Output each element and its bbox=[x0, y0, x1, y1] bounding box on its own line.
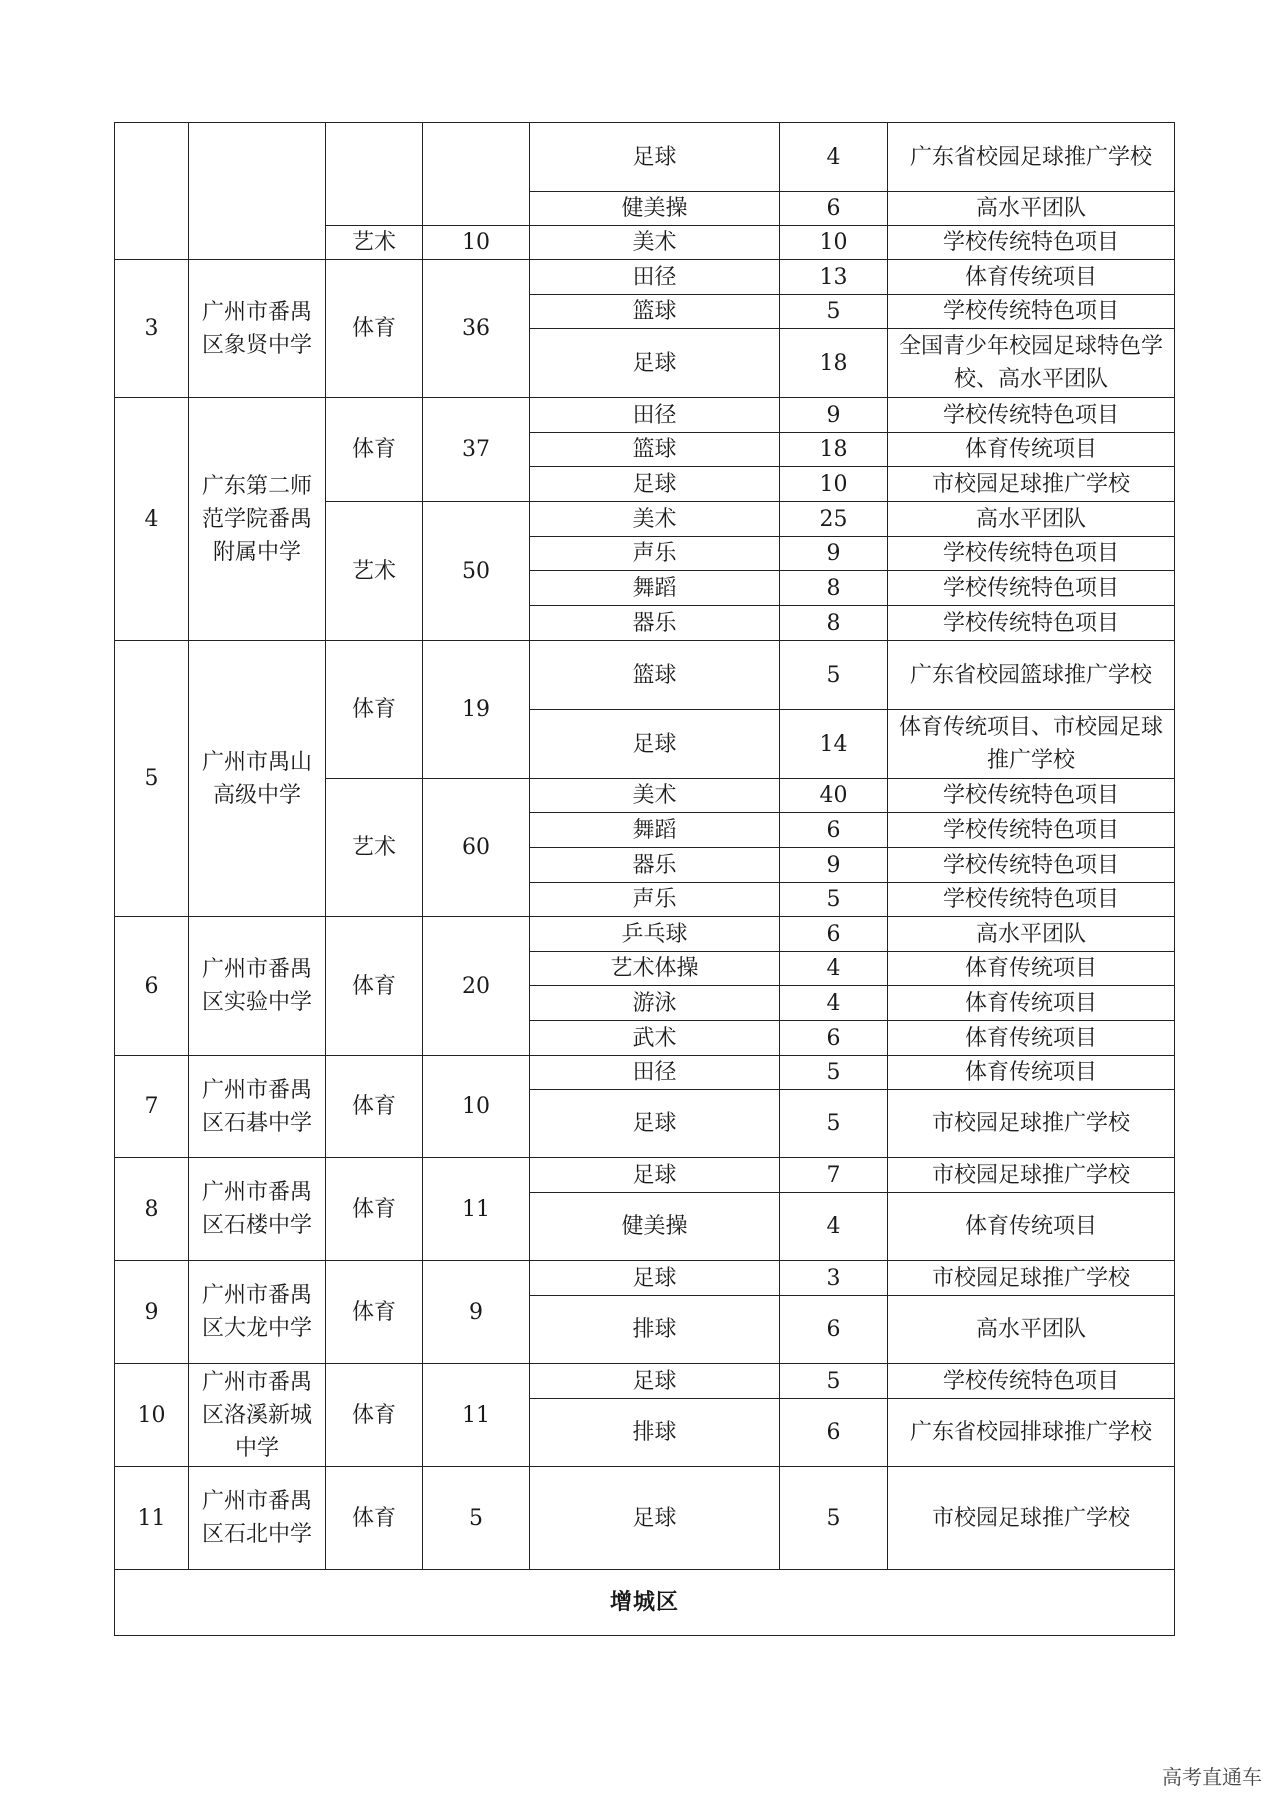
school-no-cell: 8 bbox=[115, 1158, 189, 1261]
project-cell: 美术 bbox=[530, 779, 780, 813]
count-cell: 8 bbox=[780, 571, 888, 606]
project-cell: 声乐 bbox=[530, 537, 780, 571]
category-count-cell bbox=[423, 123, 530, 226]
type-cell: 广东省校园足球推广学校 bbox=[888, 123, 1175, 192]
count-cell: 6 bbox=[780, 1296, 888, 1364]
school-name-cell: 广州市禺山高级中学 bbox=[189, 641, 326, 917]
count-cell: 9 bbox=[780, 537, 888, 571]
category-cell: 体育 bbox=[326, 1261, 423, 1364]
project-cell: 足球 bbox=[530, 467, 780, 502]
category-cell: 体育 bbox=[326, 398, 423, 502]
table-row bbox=[115, 1158, 1175, 1193]
admissions-table bbox=[114, 122, 1175, 1636]
project-cell: 美术 bbox=[530, 502, 780, 537]
type-cell: 学校传统特色项目 bbox=[888, 537, 1175, 571]
type-cell: 学校传统特色项目 bbox=[888, 295, 1175, 329]
count-cell: 8 bbox=[780, 606, 888, 641]
category-cell: 体育 bbox=[326, 917, 423, 1056]
type-cell: 体育传统项目 bbox=[888, 986, 1175, 1021]
project-cell: 游泳 bbox=[530, 986, 780, 1021]
project-cell: 艺术体操 bbox=[530, 952, 780, 986]
project-cell: 足球 bbox=[530, 123, 780, 192]
category-count-cell: 11 bbox=[423, 1158, 530, 1261]
count-cell: 6 bbox=[780, 1399, 888, 1467]
project-cell: 声乐 bbox=[530, 883, 780, 917]
type-cell: 体育传统项目、市校园足球推广学校 bbox=[888, 710, 1175, 779]
table-row bbox=[115, 1570, 1175, 1636]
type-cell: 高水平团队 bbox=[888, 192, 1175, 226]
table-row bbox=[115, 1056, 1175, 1090]
category-count-cell: 19 bbox=[423, 641, 530, 779]
table-row bbox=[115, 398, 1175, 433]
type-cell: 学校传统特色项目 bbox=[888, 1364, 1175, 1399]
count-cell: 18 bbox=[780, 433, 888, 467]
school-no-cell: 4 bbox=[115, 398, 189, 641]
watermark: 高考直通车 bbox=[1162, 1765, 1262, 1789]
school-name-cell: 广州市番禺区实验中学 bbox=[189, 917, 326, 1056]
type-cell: 市校园足球推广学校 bbox=[888, 1261, 1175, 1296]
project-cell: 篮球 bbox=[530, 433, 780, 467]
project-cell: 田径 bbox=[530, 260, 780, 295]
count-cell: 5 bbox=[780, 295, 888, 329]
school-name-cell: 广州市番禺区洛溪新城中学 bbox=[189, 1364, 326, 1467]
project-cell: 足球 bbox=[530, 329, 780, 398]
count-cell: 5 bbox=[780, 641, 888, 710]
category-count-cell: 11 bbox=[423, 1364, 530, 1467]
school-name-cell: 广州市番禺区石北中学 bbox=[189, 1467, 326, 1570]
type-cell: 广东省校园篮球推广学校 bbox=[888, 641, 1175, 710]
project-cell: 武术 bbox=[530, 1021, 780, 1056]
type-cell: 高水平团队 bbox=[888, 1296, 1175, 1364]
school-no-cell: 6 bbox=[115, 917, 189, 1056]
category-cell: 体育 bbox=[326, 1056, 423, 1158]
project-cell: 器乐 bbox=[530, 606, 780, 641]
project-cell: 篮球 bbox=[530, 295, 780, 329]
project-cell: 足球 bbox=[530, 1467, 780, 1570]
count-cell: 5 bbox=[780, 1467, 888, 1570]
category-cell: 艺术 bbox=[326, 226, 423, 260]
category-cell bbox=[326, 123, 423, 226]
count-cell: 7 bbox=[780, 1158, 888, 1193]
count-cell: 3 bbox=[780, 1261, 888, 1296]
type-cell: 体育传统项目 bbox=[888, 433, 1175, 467]
count-cell: 10 bbox=[780, 467, 888, 502]
count-cell: 4 bbox=[780, 1193, 888, 1261]
count-cell: 6 bbox=[780, 813, 888, 848]
project-cell: 健美操 bbox=[530, 192, 780, 226]
type-cell: 广东省校园排球推广学校 bbox=[888, 1399, 1175, 1467]
type-cell: 体育传统项目 bbox=[888, 260, 1175, 295]
school-name-cell bbox=[189, 123, 326, 260]
type-cell: 市校园足球推广学校 bbox=[888, 1467, 1175, 1570]
count-cell: 5 bbox=[780, 1364, 888, 1399]
project-cell: 田径 bbox=[530, 1056, 780, 1090]
type-cell: 学校传统特色项目 bbox=[888, 226, 1175, 260]
project-cell: 排球 bbox=[530, 1399, 780, 1467]
project-cell: 田径 bbox=[530, 398, 780, 433]
school-no-cell bbox=[115, 123, 189, 260]
school-no-cell: 10 bbox=[115, 1364, 189, 1467]
type-cell: 高水平团队 bbox=[888, 917, 1175, 952]
count-cell: 5 bbox=[780, 1056, 888, 1090]
count-cell: 14 bbox=[780, 710, 888, 779]
type-cell: 学校传统特色项目 bbox=[888, 813, 1175, 848]
type-cell: 学校传统特色项目 bbox=[888, 606, 1175, 641]
project-cell: 排球 bbox=[530, 1296, 780, 1364]
table-row bbox=[115, 1261, 1175, 1296]
count-cell: 18 bbox=[780, 329, 888, 398]
category-count-cell: 5 bbox=[423, 1467, 530, 1570]
school-no-cell: 5 bbox=[115, 641, 189, 917]
category-count-cell: 36 bbox=[423, 260, 530, 398]
count-cell: 6 bbox=[780, 192, 888, 226]
type-cell: 学校传统特色项目 bbox=[888, 571, 1175, 606]
school-no-cell: 9 bbox=[115, 1261, 189, 1364]
type-cell: 学校传统特色项目 bbox=[888, 883, 1175, 917]
category-count-cell: 20 bbox=[423, 917, 530, 1056]
category-count-cell: 9 bbox=[423, 1261, 530, 1364]
project-cell: 足球 bbox=[530, 1090, 780, 1158]
category-cell: 体育 bbox=[326, 260, 423, 398]
count-cell: 4 bbox=[780, 986, 888, 1021]
table-row bbox=[115, 917, 1175, 952]
region-heading: 增城区 bbox=[115, 1570, 1175, 1636]
school-no-cell: 11 bbox=[115, 1467, 189, 1570]
project-cell: 足球 bbox=[530, 710, 780, 779]
type-cell: 学校传统特色项目 bbox=[888, 398, 1175, 433]
table-row bbox=[115, 641, 1175, 710]
category-cell: 艺术 bbox=[326, 779, 423, 917]
category-cell: 体育 bbox=[326, 1364, 423, 1467]
project-cell: 舞蹈 bbox=[530, 571, 780, 606]
count-cell: 6 bbox=[780, 1021, 888, 1056]
table-row bbox=[115, 260, 1175, 295]
project-cell: 舞蹈 bbox=[530, 813, 780, 848]
category-cell: 体育 bbox=[326, 1158, 423, 1261]
table-row bbox=[115, 1364, 1175, 1399]
table-row bbox=[115, 1467, 1175, 1570]
school-no-cell: 3 bbox=[115, 260, 189, 398]
count-cell: 9 bbox=[780, 398, 888, 433]
count-cell: 9 bbox=[780, 848, 888, 883]
school-no-cell: 7 bbox=[115, 1056, 189, 1158]
count-cell: 6 bbox=[780, 917, 888, 952]
type-cell: 体育传统项目 bbox=[888, 952, 1175, 986]
category-cell: 艺术 bbox=[326, 502, 423, 641]
category-cell: 体育 bbox=[326, 641, 423, 779]
school-name-cell: 广州市番禺区石楼中学 bbox=[189, 1158, 326, 1261]
type-cell: 市校园足球推广学校 bbox=[888, 1090, 1175, 1158]
school-name-cell: 广东第二师范学院番禺附属中学 bbox=[189, 398, 326, 641]
type-cell: 高水平团队 bbox=[888, 502, 1175, 537]
table-row bbox=[115, 123, 1175, 192]
school-name-cell: 广州市番禺区石碁中学 bbox=[189, 1056, 326, 1158]
project-cell: 篮球 bbox=[530, 641, 780, 710]
count-cell: 4 bbox=[780, 952, 888, 986]
category-count-cell: 37 bbox=[423, 398, 530, 502]
category-count-cell: 50 bbox=[423, 502, 530, 641]
count-cell: 25 bbox=[780, 502, 888, 537]
school-name-cell: 广州市番禺区大龙中学 bbox=[189, 1261, 326, 1364]
category-count-cell: 10 bbox=[423, 226, 530, 260]
project-cell: 乒乓球 bbox=[530, 917, 780, 952]
category-cell: 体育 bbox=[326, 1467, 423, 1570]
project-cell: 足球 bbox=[530, 1158, 780, 1193]
type-cell: 体育传统项目 bbox=[888, 1193, 1175, 1261]
count-cell: 10 bbox=[780, 226, 888, 260]
project-cell: 健美操 bbox=[530, 1193, 780, 1261]
type-cell: 体育传统项目 bbox=[888, 1056, 1175, 1090]
count-cell: 5 bbox=[780, 1090, 888, 1158]
project-cell: 足球 bbox=[530, 1364, 780, 1399]
type-cell: 体育传统项目 bbox=[888, 1021, 1175, 1056]
count-cell: 5 bbox=[780, 883, 888, 917]
project-cell: 器乐 bbox=[530, 848, 780, 883]
category-count-cell: 10 bbox=[423, 1056, 530, 1158]
type-cell: 学校传统特色项目 bbox=[888, 779, 1175, 813]
category-count-cell: 60 bbox=[423, 779, 530, 917]
project-cell: 美术 bbox=[530, 226, 780, 260]
type-cell: 学校传统特色项目 bbox=[888, 848, 1175, 883]
type-cell: 市校园足球推广学校 bbox=[888, 467, 1175, 502]
type-cell: 全国青少年校园足球特色学校、高水平团队 bbox=[888, 329, 1175, 398]
project-cell: 足球 bbox=[530, 1261, 780, 1296]
count-cell: 13 bbox=[780, 260, 888, 295]
count-cell: 40 bbox=[780, 779, 888, 813]
count-cell: 4 bbox=[780, 123, 888, 192]
type-cell: 市校园足球推广学校 bbox=[888, 1158, 1175, 1193]
school-name-cell: 广州市番禺区象贤中学 bbox=[189, 260, 326, 398]
